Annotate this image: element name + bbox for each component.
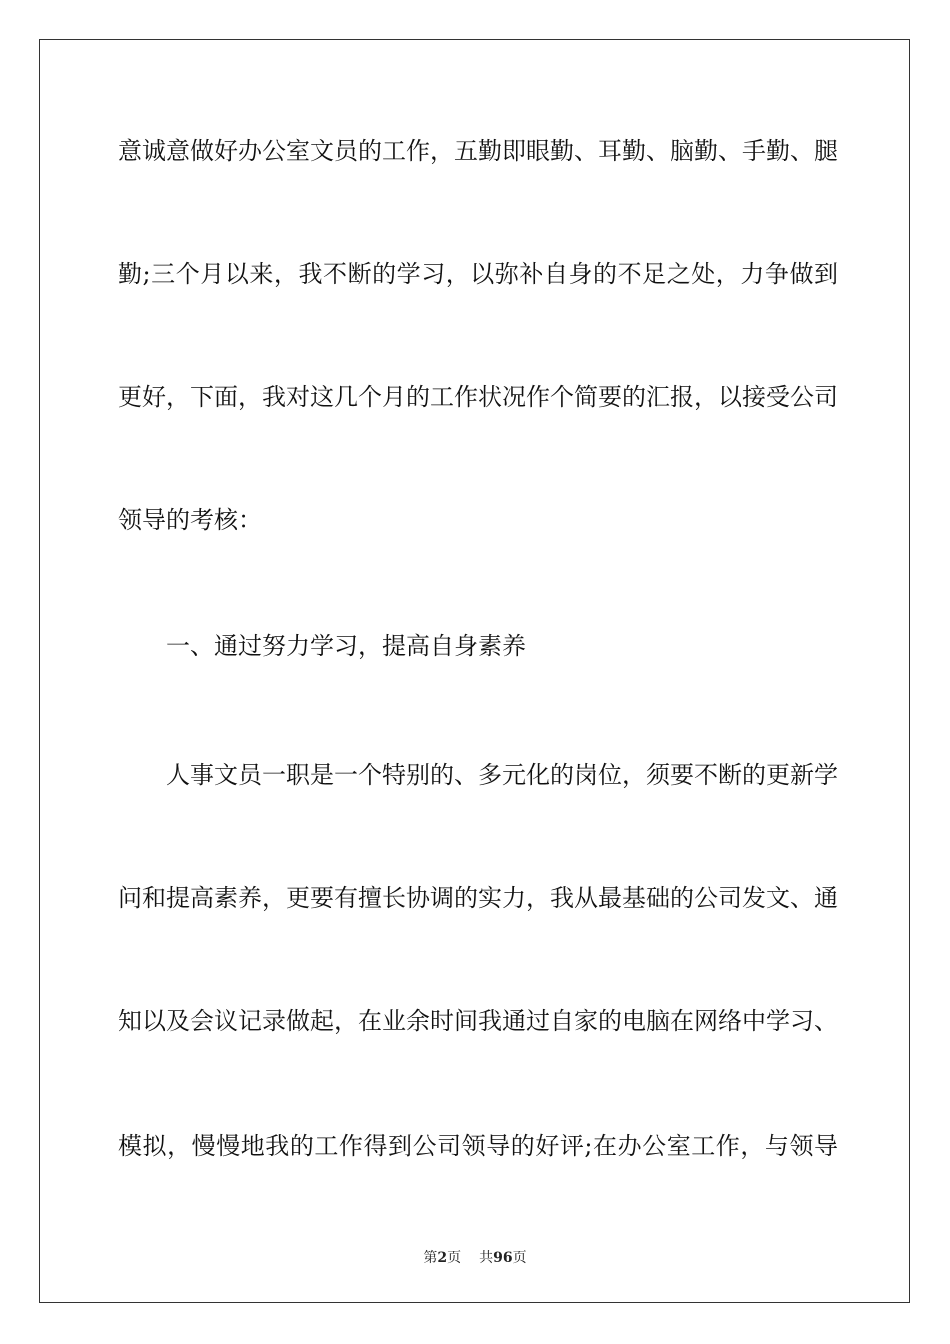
page-border: [39, 39, 910, 1303]
body-line-6: 人事文员一职是一个特别的、多元化的岗位，须要不断的更新学: [166, 761, 838, 789]
section-heading: 一、通过努力学习，提高自身素养: [166, 632, 526, 660]
footer-page-suffix: 页: [447, 1250, 462, 1266]
body-line-1: 意诚意做好办公室文员的工作，五勤即眼勤、耳勤、脑勤、手勤、腿: [118, 137, 838, 165]
footer-page-prefix: 第: [423, 1250, 438, 1266]
footer-total-pages: 96: [493, 1250, 513, 1266]
body-line-4: 领导的考核：: [118, 506, 262, 534]
body-line-7: 问和提高素养，更要有擅长协调的实力，我从最基础的公司发文、通: [118, 884, 838, 912]
footer-total-prefix: 共: [479, 1250, 494, 1266]
body-line-3: 更好，下面，我对这几个月的工作状况作个简要的汇报，以接受公司: [118, 383, 838, 411]
footer-page-number: 2: [437, 1250, 448, 1266]
body-line-9: 模拟，慢慢地我的工作得到公司领导的好评;在办公室工作，与领导: [118, 1132, 838, 1160]
body-line-8: 知以及会议记录做起，在业余时间我通过自家的电脑在网络中学习、: [118, 1007, 838, 1035]
page-footer: [0, 1249, 950, 1267]
body-line-2: 勤;三个月以来，我不断的学习，以弥补自身的不足之处，力争做到: [118, 260, 838, 288]
footer-total-suffix: 页: [512, 1250, 527, 1266]
